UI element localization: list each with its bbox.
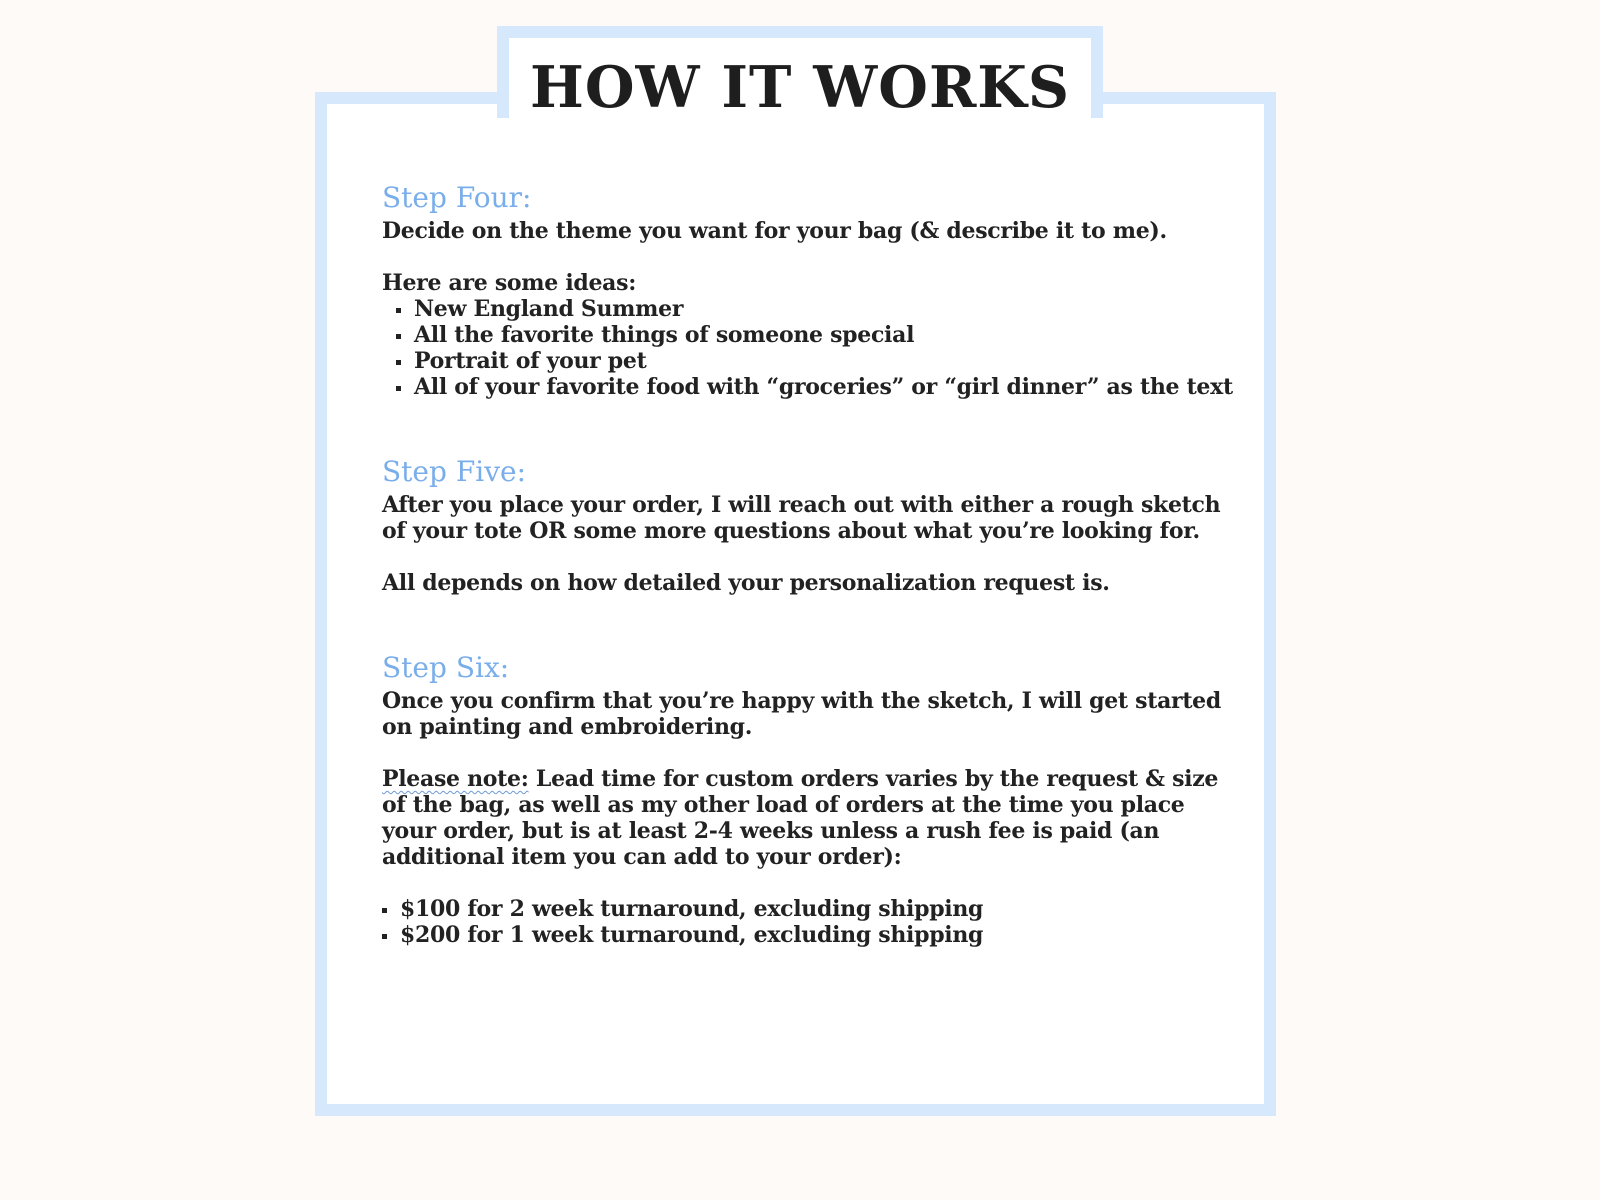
please-note-line: your order, but is at least 2-4 weeks unless a rush fee is paid (an [382,818,1160,844]
spacer [382,400,1242,452]
page-title: HOW IT WORKS [529,54,1071,121]
step-five-line: After you place your order, I will reach out with either a rough sketch [382,492,1221,518]
steps-content [382,178,1242,948]
ideas-label: Here are some ideas: [382,270,637,296]
idea-item: All the favorite things of someone special [396,322,1242,348]
spacer [382,740,1242,766]
please-note-line: additional item you can add to your order): [382,844,902,870]
spacer [382,544,1242,570]
idea-item: New England Summer [396,296,1242,322]
step-five-note: All depends on how detailed your personalization request is. [382,570,1110,596]
please-note-label: Please note: [382,766,529,792]
step-four-heading: Step Four: [382,181,532,214]
step-five-line: of your tote OR some more questions about what you’re looking for. [382,518,1200,544]
idea-item: All of your favorite food with “groceries” or “girl dinner” as the text [396,374,1242,400]
step-five-heading: Step Five: [382,455,527,488]
step-six-line: on painting and embroidering. [382,714,753,740]
step-six-line: Once you confirm that you’re happy with the sketch, I will get started [382,688,1221,714]
step-five-section [382,452,1242,596]
step-four-section [382,178,1242,400]
rush-fee-list [382,896,1242,948]
rush-fee-item: $100 for 2 week turnaround, excluding shipping [382,896,1242,922]
step-four-intro: Decide on the theme you want for your bag (& describe it to me). [382,218,1167,244]
spacer [382,244,1242,270]
please-note-text: Lead time for custom orders varies by the request & size [528,766,1219,792]
idea-item: Portrait of your pet [396,348,1242,374]
please-note-line [382,766,1242,792]
please-note-line: of the bag, as well as my other load of orders at the time you place [382,792,1185,818]
ideas-list [382,296,1242,400]
step-six-heading: Step Six: [382,651,510,684]
step-six-section [382,648,1242,948]
rush-fee-item: $200 for 1 week turnaround, excluding shipping [382,922,1242,948]
spacer [382,596,1242,648]
spacer [382,870,1242,896]
